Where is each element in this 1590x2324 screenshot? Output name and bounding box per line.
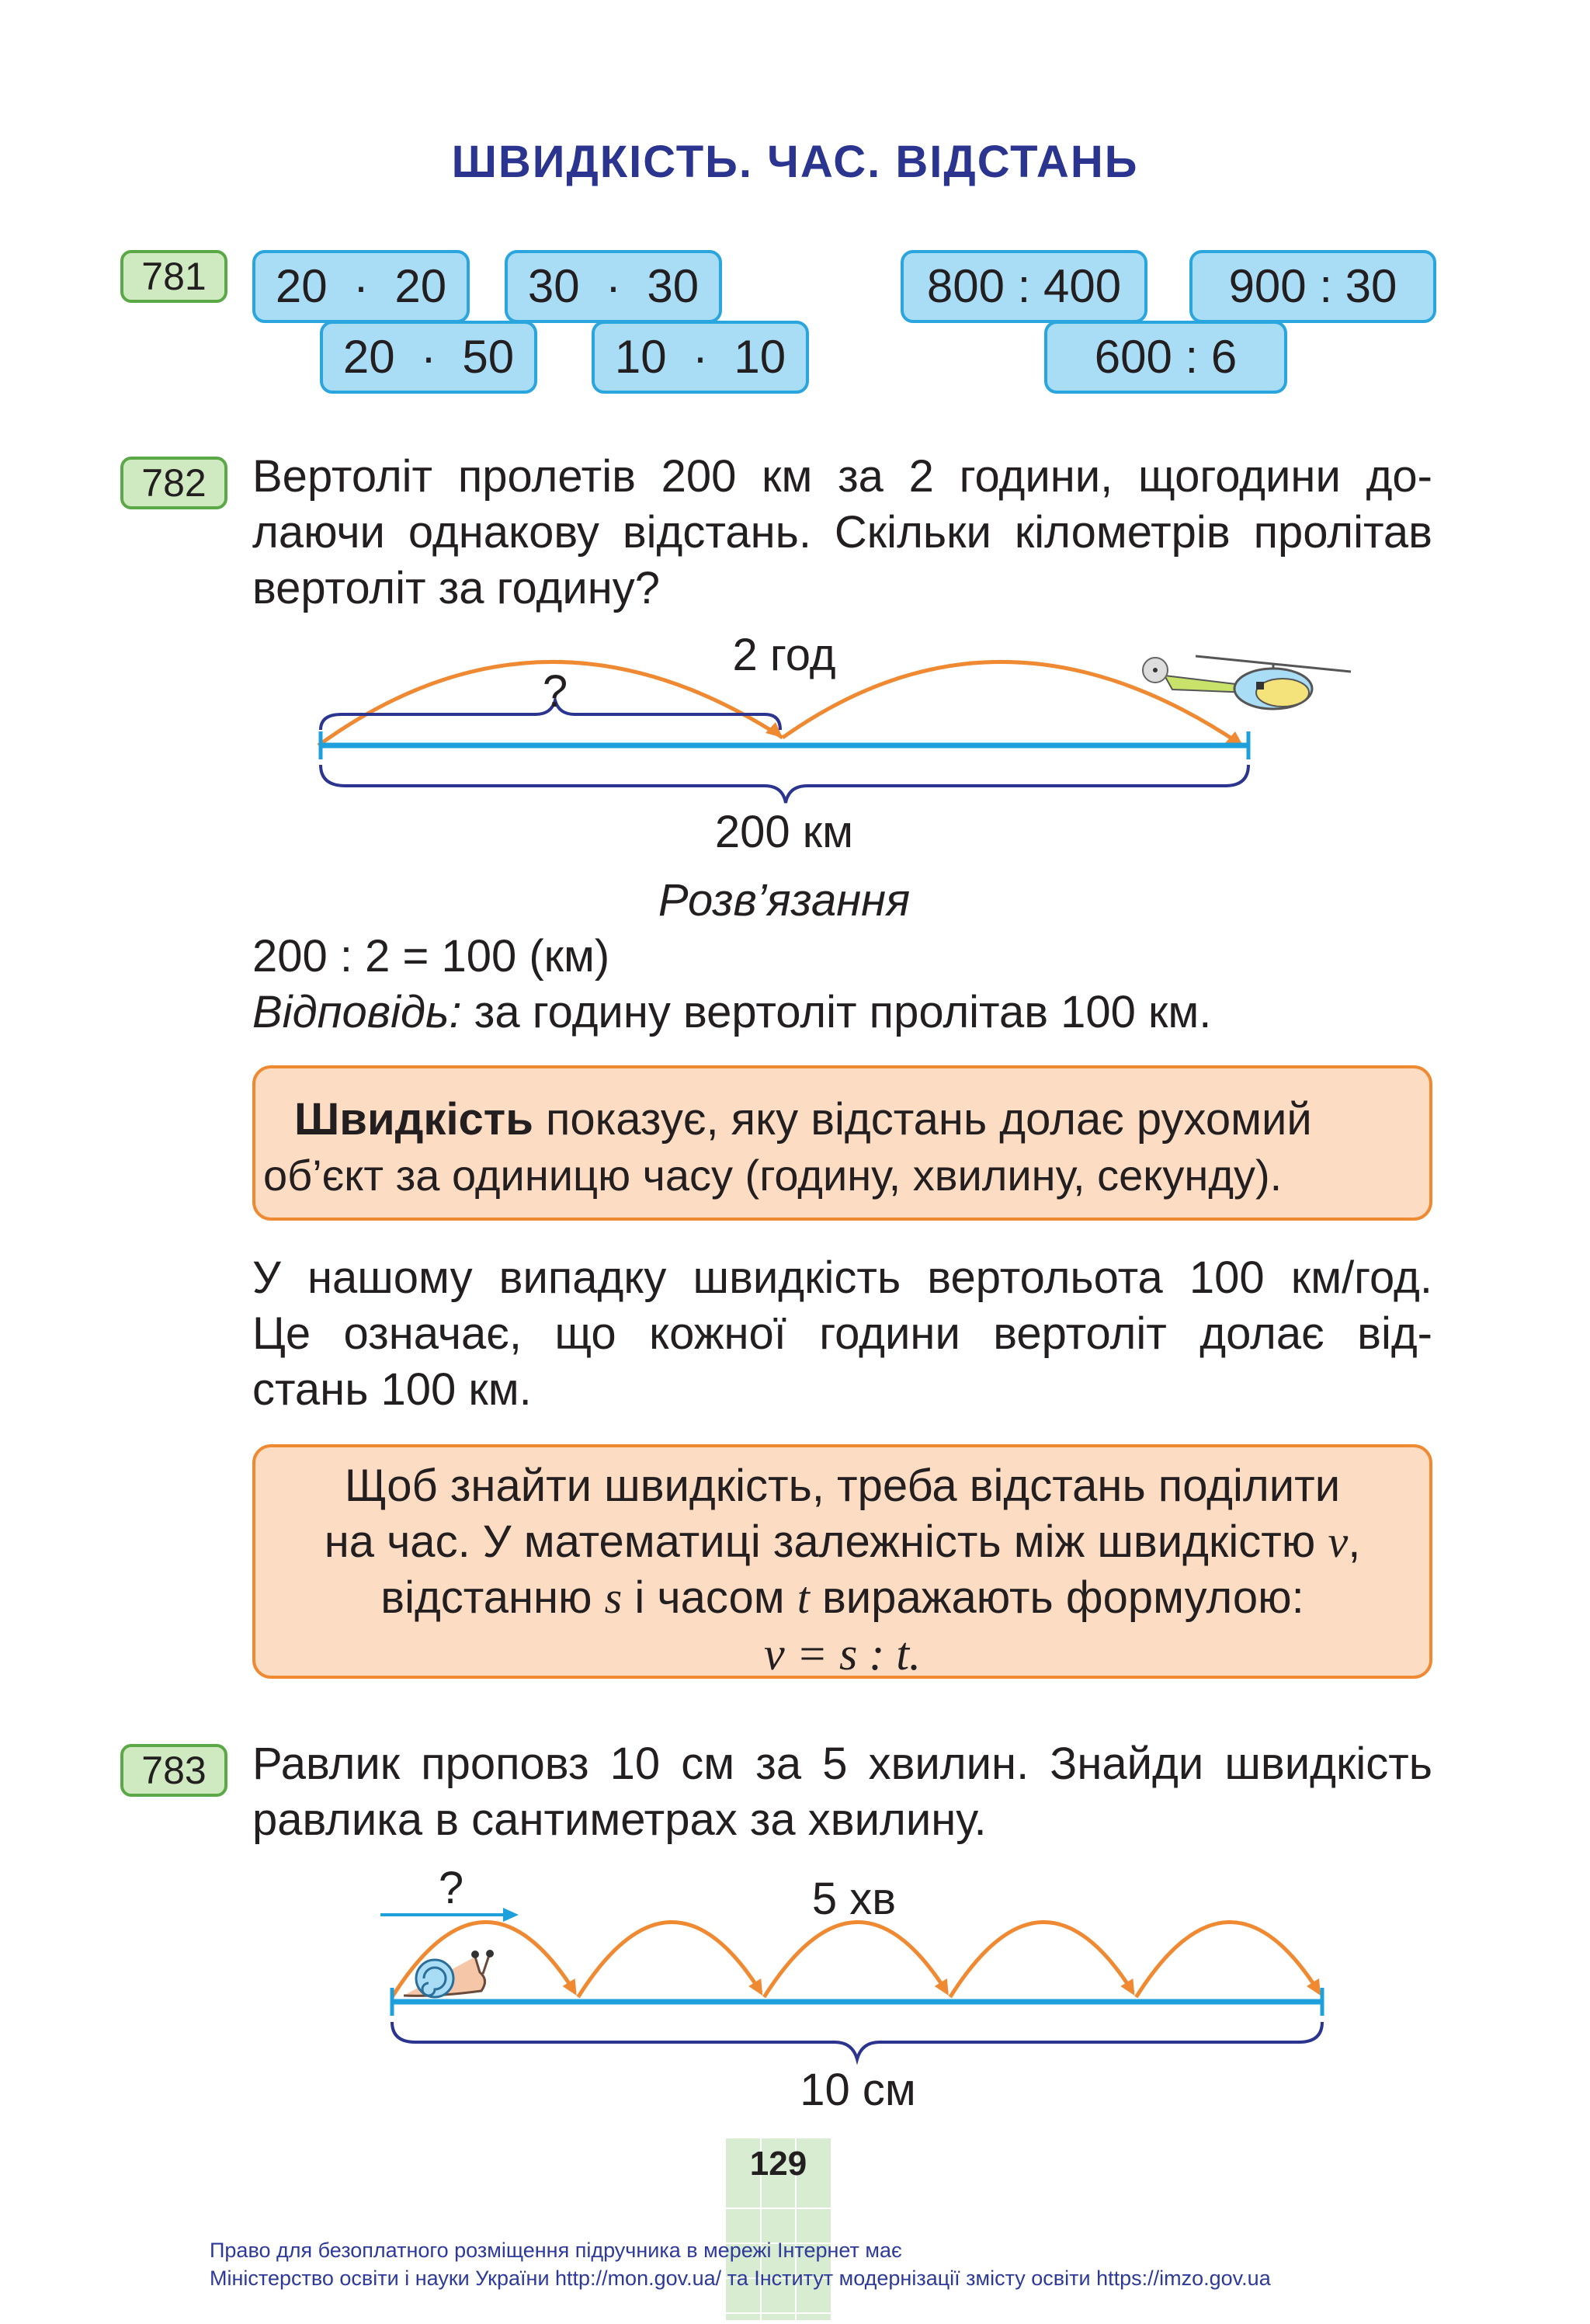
variable-s: s bbox=[604, 1572, 623, 1623]
jump-arc bbox=[1136, 1922, 1319, 1997]
definition-term: Швидкість bbox=[294, 1094, 533, 1145]
footer-line-2: Міністерство освіти і науки України http://mon.gov.ua/ та Інститут модернізації змісту освіти https://imzo.gov.ua bbox=[210, 2267, 1271, 2290]
lower-brace bbox=[392, 2022, 1322, 2059]
formula-text: , bbox=[1348, 1516, 1361, 1567]
formula-line-1: Щоб знайти швидкість, треба відстань поділити bbox=[344, 1461, 1341, 1511]
lower-brace bbox=[321, 765, 1248, 803]
task-number-783: 783 bbox=[120, 1744, 227, 1797]
task-number-782: 782 bbox=[120, 457, 227, 509]
snail-icon bbox=[404, 1950, 494, 1997]
unknown-label: ? bbox=[542, 666, 568, 717]
formula-text: і часом bbox=[622, 1572, 797, 1623]
distance-label: 200 км bbox=[714, 807, 854, 857]
definition-line-2: об’єкт за одиницю часу (годину, хвилину, секунду). bbox=[263, 1151, 1283, 1200]
text-line: Це означає, що кожної години вертоліт долає від- bbox=[252, 1308, 1432, 1359]
text-line: У нашому випадку швидкість вертольота 100 км/год. bbox=[252, 1252, 1432, 1303]
jump-arc bbox=[578, 1922, 762, 1997]
jump-arc bbox=[950, 1922, 1133, 1997]
solution-heading: Розв’язання bbox=[658, 875, 911, 926]
text-line: вертоліт за годину? bbox=[252, 563, 661, 613]
expression-box: 800 : 400 bbox=[901, 250, 1147, 323]
solution-expression: 200 : 2 = 100 (км) bbox=[252, 931, 610, 981]
explanation-text bbox=[252, 1250, 1432, 1418]
task-number-781: 781 bbox=[120, 250, 227, 303]
helicopter-icon bbox=[1143, 656, 1351, 709]
formula-line-2 bbox=[279, 1514, 1406, 1570]
speed-arrowhead bbox=[503, 1908, 519, 1922]
expression-box: 10 · 10 bbox=[592, 321, 809, 394]
answer-text: за годину вертоліт пролітав 100 км. bbox=[461, 987, 1212, 1037]
formula-text: відстанню bbox=[380, 1572, 605, 1623]
expression-box: 900 : 30 bbox=[1189, 250, 1436, 323]
variable-t: t bbox=[797, 1572, 810, 1623]
task-782-text bbox=[252, 449, 1432, 617]
text-line: стань 100 км. bbox=[252, 1364, 532, 1415]
page-number: 129 bbox=[749, 2145, 807, 2183]
definition-box bbox=[252, 1065, 1432, 1221]
jump-arc bbox=[764, 1922, 947, 1997]
definition-text: показує, яку відстань долає рухомий bbox=[533, 1094, 1312, 1145]
expression-box: 600 : 6 bbox=[1044, 321, 1287, 394]
footer-line-1: Право для безоплатного розміщення підручника в мережі Інтернет має bbox=[210, 2239, 902, 2262]
expression-box: 20 · 20 bbox=[252, 250, 470, 323]
text-line: равлика в сантиметрах за хвилину. bbox=[252, 1794, 987, 1845]
formula: v = s : t. bbox=[763, 1628, 922, 1680]
unknown-label: ? bbox=[438, 1863, 464, 1913]
footer bbox=[210, 2236, 1452, 2292]
answer-label: Відповідь: bbox=[252, 987, 462, 1037]
time-label: 2 год bbox=[732, 630, 836, 680]
formula-text: на час. У математиці залежність між швидкістю bbox=[324, 1516, 1328, 1567]
variable-v: v bbox=[1328, 1516, 1349, 1567]
answer-line bbox=[252, 985, 1432, 1040]
distance-label: 10 см bbox=[800, 2065, 916, 2115]
formula-box bbox=[252, 1444, 1432, 1679]
expression-box: 20 · 50 bbox=[320, 321, 537, 394]
jump-arcs bbox=[392, 1922, 1321, 1997]
formula-line-3 bbox=[279, 1570, 1406, 1626]
page-title: ШВИДКІСТЬ. ЧАС. ВІДСТАНЬ bbox=[451, 137, 1139, 187]
task-783-text bbox=[252, 1736, 1432, 1848]
text-line: Равлик проповз 10 см за 5 хвилин. Знайди швидкість bbox=[252, 1739, 1432, 1789]
time-label: 5 хв bbox=[811, 1874, 897, 1924]
text-line: лаючи однакову відстань. Скільки кілометрів пролітав bbox=[252, 507, 1432, 558]
expression-box: 30 · 30 bbox=[505, 250, 722, 323]
formula-text: виражають формулою: bbox=[809, 1572, 1304, 1623]
text-line: Вертоліт пролетів 200 км за 2 години, щогодини до- bbox=[252, 451, 1432, 502]
definition-line-1 bbox=[294, 1092, 1398, 1148]
